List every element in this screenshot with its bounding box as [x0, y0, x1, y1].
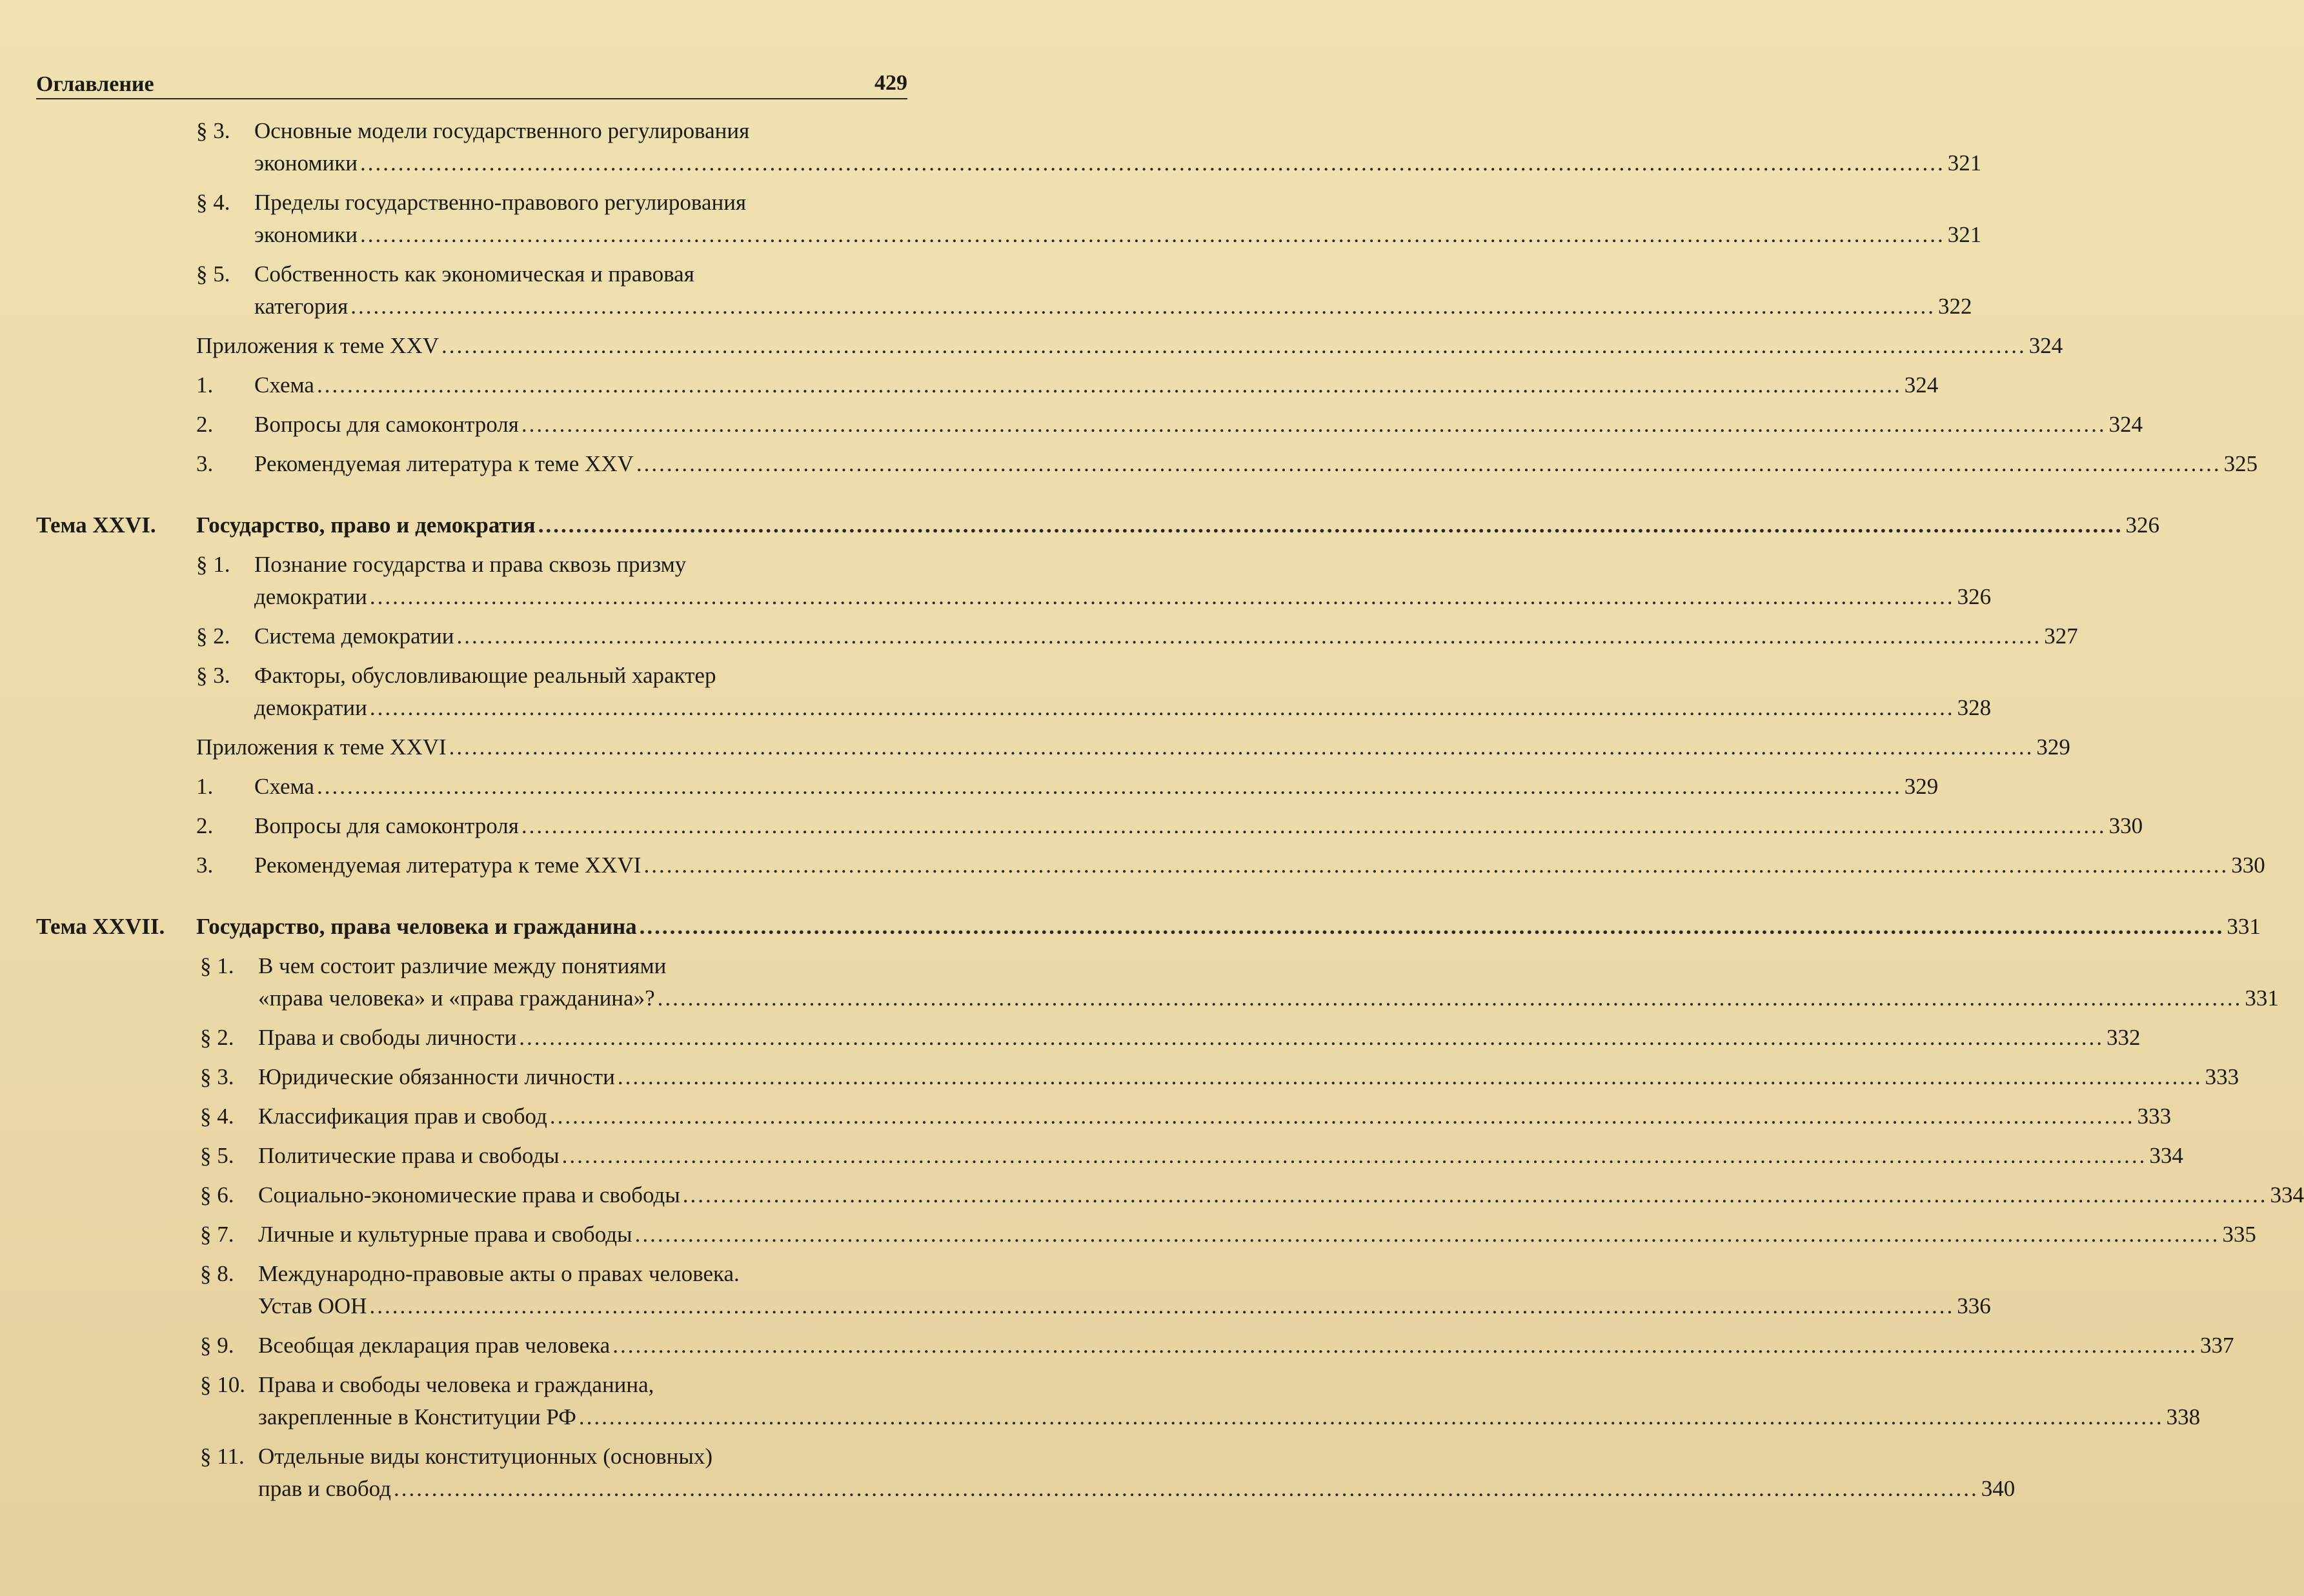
- entry-title: Юридические обязанности личности: [258, 1064, 615, 1089]
- theme-label: Тема XXVI.: [36, 512, 156, 538]
- entry-title: Собственность как экономическая и правовая: [254, 261, 694, 287]
- theme-page-number: 326: [2125, 512, 2159, 538]
- entry-body: [254, 369, 1938, 401]
- toc-entry[interactable]: [36, 1258, 1991, 1322]
- entry-title: Социально-экономические права и свободы: [258, 1182, 680, 1207]
- entry-number: § 5.: [200, 1143, 234, 1168]
- dot-leader: [457, 620, 2042, 652]
- entry-page-number: 330: [2108, 813, 2143, 838]
- entry-title: Схема: [254, 774, 314, 799]
- entry-title: Факторы, обусловливающие реальный характер: [254, 663, 716, 688]
- theme-title: Государство, право и демократия: [196, 512, 536, 538]
- toc-entry[interactable]: [36, 258, 1972, 323]
- dot-leader: [635, 1218, 2220, 1251]
- entry-line: [258, 1179, 2304, 1211]
- entry-line: [254, 290, 1972, 323]
- dot-leader: [683, 1179, 2268, 1211]
- dot-leader: [521, 810, 2107, 842]
- entry-page-number: 325: [2223, 451, 2258, 476]
- entry-line: [254, 369, 1938, 401]
- entry-title: прав и свобод: [258, 1476, 391, 1501]
- entry-page-number: 330: [2231, 853, 2265, 878]
- entry-title: Схема: [254, 372, 314, 398]
- entry-number: 1.: [196, 774, 214, 799]
- entry-line: [254, 187, 1981, 219]
- entry-number: § 3.: [200, 1064, 234, 1089]
- toc-entry[interactable]: [36, 1329, 2234, 1362]
- entry-body: [258, 1258, 1991, 1322]
- entry-line: [254, 692, 1991, 724]
- entry-number: § 9.: [200, 1333, 234, 1358]
- entry-body: [254, 549, 1991, 613]
- entry-title: Приложения к теме XXVI: [196, 734, 447, 760]
- page-header: [36, 65, 907, 99]
- entry-title: Отдельные виды конституционных (основных): [258, 1444, 712, 1469]
- dot-leader: [562, 1140, 2147, 1172]
- entry-number: § 7.: [200, 1222, 234, 1247]
- entry-line: [258, 1022, 2141, 1054]
- toc-entry[interactable]: [36, 1218, 2256, 1251]
- dot-leader: [640, 911, 2225, 942]
- entry-number: 2.: [196, 412, 214, 437]
- entry-title: демократии: [254, 584, 367, 609]
- entry-page-number: 324: [1904, 372, 1939, 398]
- entry-page-number: 338: [2166, 1404, 2201, 1429]
- entry-page-number: 331: [2245, 985, 2279, 1011]
- entry-line: [254, 549, 1991, 581]
- entry-body: [254, 448, 2258, 480]
- entry-page-number: 324: [2108, 412, 2143, 437]
- entry-body: [254, 810, 2143, 842]
- entry-body: [258, 1100, 2171, 1133]
- entry-number: § 1.: [196, 552, 230, 577]
- entry-number: 1.: [196, 372, 214, 398]
- entry-page-number: 321: [1947, 222, 1982, 247]
- toc-entry[interactable]: [36, 369, 1939, 401]
- entry-title: Пределы государственно-правового регулирования: [254, 190, 747, 215]
- toc-entry[interactable]: [36, 1369, 2201, 1433]
- entry-body: [254, 115, 1981, 179]
- entry-line: [196, 330, 2063, 362]
- dot-leader: [449, 731, 2034, 763]
- page-number: 429: [874, 71, 907, 95]
- entry-number: § 1.: [200, 953, 234, 978]
- entry-line: [258, 1290, 1991, 1322]
- entry-page-number: 326: [1957, 584, 1992, 609]
- entry-number: § 4.: [196, 190, 230, 215]
- entry-line: [258, 1140, 2183, 1172]
- dot-leader: [579, 1401, 2164, 1433]
- toc-entry[interactable]: [36, 1022, 2141, 1054]
- table-of-contents: [36, 115, 2304, 1535]
- entry-title: В чем состоит различие между понятиями: [258, 953, 667, 978]
- toc-entry[interactable]: [36, 115, 1982, 179]
- entry-title: Основные модели государственного регулирования: [254, 118, 750, 143]
- entry-line: [258, 1473, 2015, 1505]
- entry-line: [258, 950, 2279, 982]
- entry-number: § 8.: [200, 1261, 234, 1286]
- entry-title: Права и свободы человека и гражданина,: [258, 1372, 654, 1397]
- entry-line: [258, 1061, 2239, 1093]
- entry-line: [258, 1329, 2234, 1362]
- entry-number: § 2.: [200, 1025, 234, 1050]
- toc-entry[interactable]: [36, 330, 2063, 362]
- running-title: Оглавление: [36, 72, 154, 96]
- entry-body: [254, 620, 2078, 652]
- entry-number: § 10.: [200, 1372, 245, 1397]
- entry-number: § 5.: [196, 261, 230, 287]
- toc-entry[interactable]: [36, 1140, 2183, 1172]
- dot-leader: [643, 849, 2228, 882]
- entry-page-number: 334: [2270, 1182, 2304, 1207]
- dot-leader: [350, 290, 1935, 323]
- entry-number: 3.: [196, 451, 214, 476]
- entry-title: Вопросы для самоконтроля: [254, 813, 519, 838]
- entry-page-number: 333: [2205, 1064, 2239, 1089]
- entry-page-number: 321: [1947, 150, 1982, 176]
- entry-title: Политические права и свободы: [258, 1143, 560, 1168]
- entry-body: [258, 1218, 2256, 1251]
- entry-line: [254, 219, 1981, 251]
- entry-body: [254, 771, 1938, 803]
- theme-heading[interactable]: [36, 911, 2261, 942]
- entry-body: [254, 187, 1981, 251]
- toc-entry[interactable]: [36, 771, 1939, 803]
- dot-leader: [521, 409, 2107, 441]
- entry-line: [254, 115, 1981, 147]
- dot-leader: [370, 581, 1955, 613]
- entry-body: [258, 1140, 2183, 1172]
- entry-line: [196, 731, 2070, 763]
- toc-entry[interactable]: [36, 620, 2078, 652]
- theme-page-number: 331: [2227, 914, 2261, 939]
- entry-line: [254, 620, 2078, 652]
- entry-line: [258, 1401, 2200, 1433]
- entry-body: [258, 950, 2279, 1015]
- entry-page-number: 337: [2199, 1333, 2234, 1358]
- entry-page-number: 327: [2044, 623, 2078, 649]
- entry-line: [258, 1218, 2256, 1251]
- entry-title: Познание государства и права сквозь призму: [254, 552, 687, 577]
- entry-number: § 3.: [196, 118, 230, 143]
- entry-body: [258, 1440, 2015, 1505]
- entry-title: Классификация прав и свобод: [258, 1104, 547, 1129]
- entry-page-number: 324: [2028, 333, 2063, 358]
- toc-entry[interactable]: [36, 810, 2143, 842]
- entry-page-number: 336: [1957, 1293, 1991, 1318]
- toc-section: [36, 510, 2265, 882]
- dot-leader: [658, 982, 2243, 1015]
- entry-title: закрепленные в Конституции РФ: [258, 1404, 576, 1429]
- entry-line: [254, 581, 1991, 613]
- entry-title: экономики: [254, 150, 358, 176]
- entry-line: [258, 1258, 1991, 1290]
- entry-page-number: 329: [2036, 734, 2070, 760]
- entry-number: § 4.: [200, 1104, 234, 1129]
- entry-line: [254, 409, 2143, 441]
- entry-line: [254, 258, 1972, 290]
- entry-title: Устав ООН: [258, 1293, 367, 1318]
- toc-section: [36, 115, 2258, 480]
- entry-number: 3.: [196, 853, 214, 878]
- entry-page-number: 332: [2107, 1025, 2141, 1050]
- entry-line: [258, 982, 2279, 1015]
- entry-title: категория: [254, 294, 349, 319]
- dot-leader: [317, 369, 1902, 401]
- entry-body: [254, 258, 1972, 323]
- toc-entry[interactable]: [36, 1179, 2304, 1211]
- entry-body: [254, 409, 2143, 441]
- dot-leader: [636, 448, 2221, 480]
- toc-section: [36, 911, 2304, 1505]
- entry-title: Личные и культурные права и свободы: [258, 1222, 632, 1247]
- toc-entry[interactable]: [36, 731, 2070, 763]
- dot-leader: [550, 1100, 2135, 1133]
- toc-entry[interactable]: [36, 950, 2279, 1015]
- entry-line: [254, 849, 2265, 882]
- entry-body: [254, 660, 1991, 724]
- entry-line: [254, 147, 1981, 179]
- entry-number: § 3.: [196, 663, 230, 688]
- entry-page-number: 328: [1957, 695, 1992, 720]
- entry-body: [258, 1022, 2141, 1054]
- entry-number: § 6.: [200, 1182, 234, 1207]
- theme-heading[interactable]: [36, 510, 2159, 541]
- toc-entry[interactable]: [36, 660, 1992, 724]
- entry-title: Система демократии: [254, 623, 454, 649]
- toc-entry[interactable]: [36, 549, 1992, 613]
- dot-leader: [519, 1022, 2104, 1054]
- entry-number: 2.: [196, 813, 214, 838]
- dot-leader: [441, 330, 2026, 362]
- theme-title: Государство, права человека и гражданина: [196, 914, 637, 939]
- entry-body: [254, 849, 2265, 882]
- entry-line: [258, 1369, 2200, 1401]
- dot-leader: [394, 1473, 1979, 1505]
- entry-number: § 2.: [196, 623, 230, 649]
- dot-leader: [612, 1329, 2198, 1362]
- entry-body: [258, 1179, 2304, 1211]
- dot-leader: [360, 147, 1945, 179]
- dot-leader: [370, 692, 1955, 724]
- entry-page-number: 329: [1904, 774, 1939, 799]
- toc-entry[interactable]: [36, 1061, 2239, 1093]
- entry-title: «права человека» и «права гражданина»?: [258, 985, 655, 1011]
- toc-entry[interactable]: [36, 409, 2143, 441]
- dot-leader: [538, 510, 2123, 541]
- entry-page-number: 334: [2149, 1143, 2183, 1168]
- entry-line: [254, 660, 1991, 692]
- entry-line: [254, 448, 2258, 480]
- dot-leader: [317, 771, 1902, 803]
- entry-number: § 11.: [200, 1444, 245, 1469]
- toc-entry[interactable]: [36, 849, 2265, 882]
- entry-page-number: 340: [1981, 1476, 2016, 1501]
- entry-body: [258, 1329, 2234, 1362]
- entry-title: Рекомендуемая литература к теме XXV: [254, 451, 634, 476]
- entry-title: Рекомендуемая литература к теме XXVI: [254, 853, 642, 878]
- entry-title: демократии: [254, 695, 367, 720]
- entry-page-number: 335: [2222, 1222, 2256, 1247]
- entry-title: Вопросы для самоконтроля: [254, 412, 519, 437]
- entry-body: [258, 1061, 2239, 1093]
- entry-title: экономики: [254, 222, 358, 247]
- toc-entry[interactable]: [36, 187, 1982, 251]
- dot-leader: [618, 1061, 2203, 1093]
- entry-line: [254, 771, 1938, 803]
- dot-leader: [369, 1290, 1954, 1322]
- entry-body: [196, 731, 2070, 763]
- toc-entry[interactable]: [36, 1440, 2016, 1505]
- entry-page-number: 322: [1938, 294, 1972, 319]
- entry-line: [258, 1100, 2171, 1133]
- entry-title: Всеобщая декларация прав человека: [258, 1333, 611, 1358]
- entry-line: [254, 810, 2143, 842]
- toc-entry[interactable]: [36, 448, 2258, 480]
- entry-body: [258, 1369, 2200, 1433]
- toc-entry[interactable]: [36, 1100, 2172, 1133]
- entry-title: Приложения к теме XXV: [196, 333, 440, 358]
- entry-line: [258, 1440, 2015, 1473]
- entry-page-number: 333: [2137, 1104, 2172, 1129]
- theme-label: Тема XXVII.: [36, 914, 165, 939]
- entry-title: Права и свободы личности: [258, 1025, 517, 1050]
- entry-title: Международно-правовые акты о правах человека.: [258, 1261, 740, 1286]
- dot-leader: [360, 219, 1945, 251]
- entry-body: [196, 330, 2063, 362]
